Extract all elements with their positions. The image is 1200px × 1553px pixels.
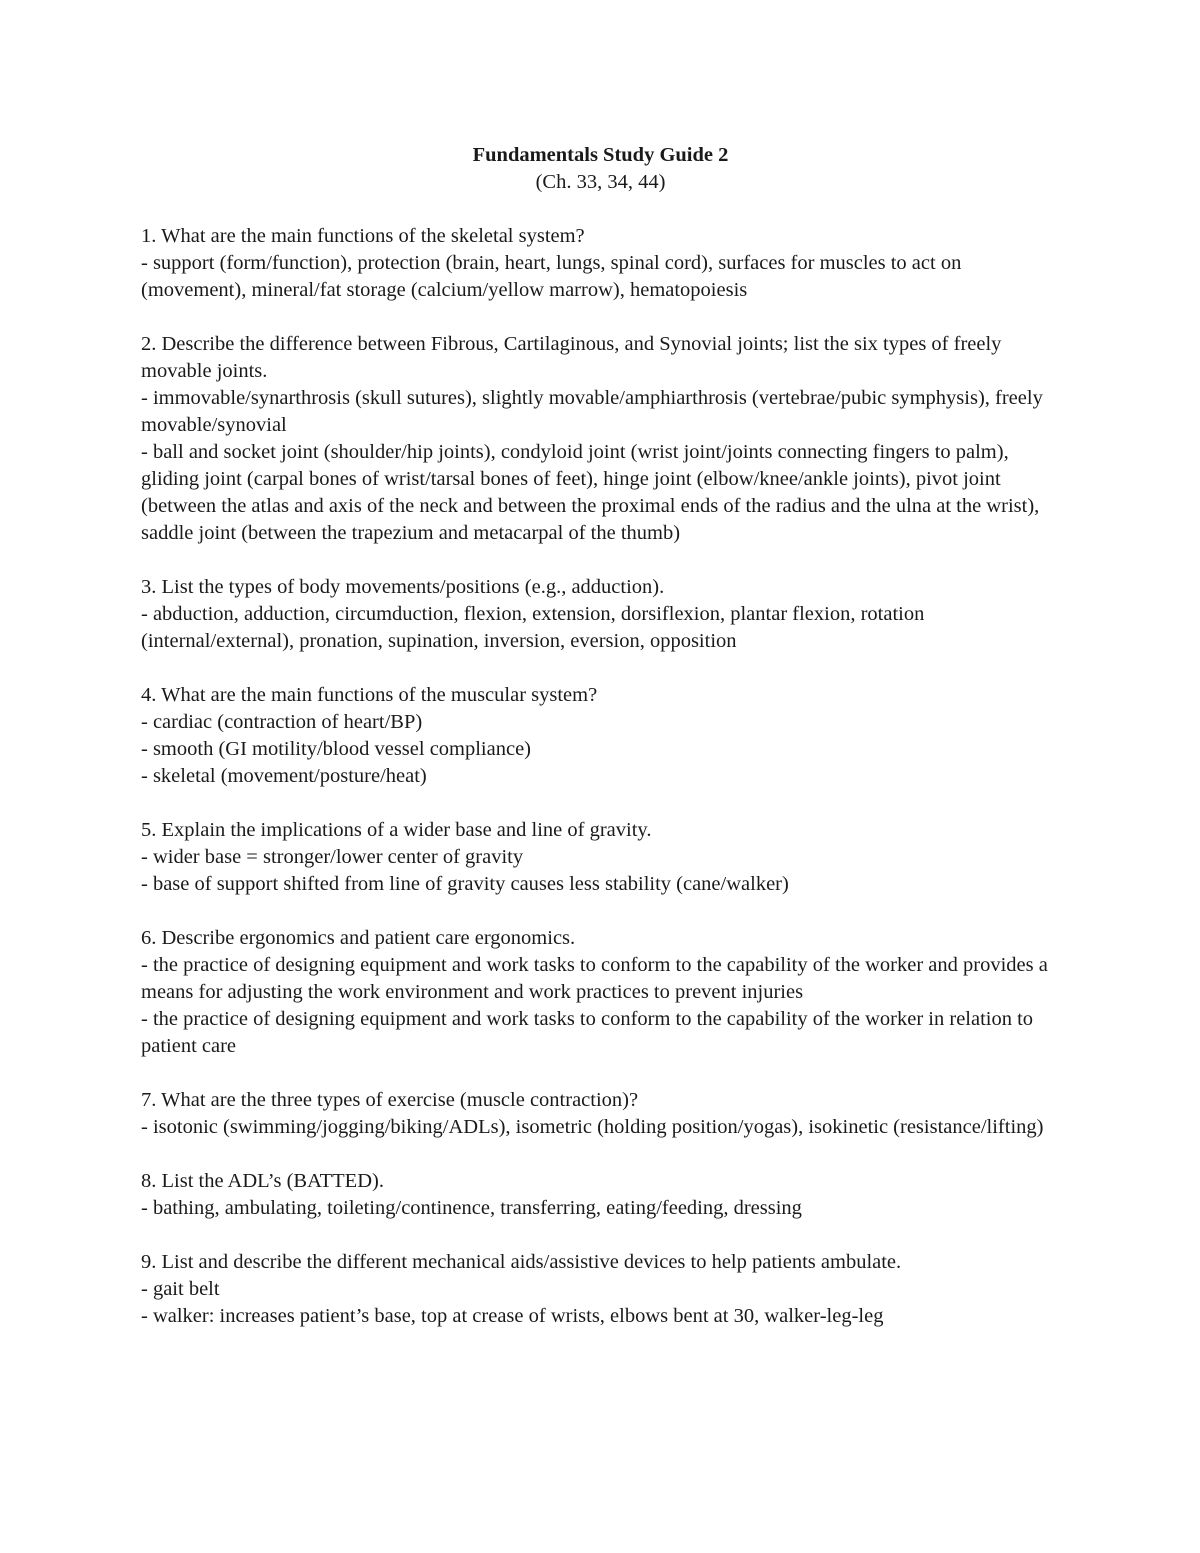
- study-item-6: [141, 925, 1060, 1060]
- study-item-3: [141, 574, 1060, 655]
- study-item-9: [141, 1249, 1060, 1330]
- study-item-7: [141, 1087, 1060, 1141]
- study-item-4: [141, 682, 1060, 790]
- answer-text: - immovable/synarthrosis (skull sutures), slightly movable/amphiarthrosis (vertebrae/pubic symphysis), freely movable/synovial: [141, 387, 1043, 436]
- answer-text: - smooth (GI motility/blood vessel compliance): [141, 738, 532, 760]
- question-text: 6. Describe ergonomics and patient care ergonomics.: [141, 927, 576, 949]
- answer-text: - bathing, ambulating, toileting/continence, transferring, eating/feeding, dressing: [141, 1197, 802, 1219]
- answer-text: - the practice of designing equipment and work tasks to conform to the capability of the worker and provides a means for adjusting the work environment and work practices to prevent injuries: [141, 954, 1048, 1003]
- question-text: 5. Explain the implications of a wider base and line of gravity.: [141, 819, 652, 841]
- document-title: Fundamentals Study Guide 2: [472, 144, 729, 166]
- document-subtitle: (Ch. 33, 34, 44): [535, 171, 666, 193]
- answer-text: - the practice of designing equipment and work tasks to conform to the capability of the worker in relation to patient care: [141, 1008, 1034, 1057]
- question-text: 4. What are the main functions of the muscular system?: [141, 684, 598, 706]
- answer-text: - gait belt: [141, 1278, 220, 1300]
- study-item-1: [141, 223, 1060, 304]
- study-item-5: [141, 817, 1060, 898]
- question-text: 8. List the ADL’s (BATTED).: [141, 1170, 384, 1192]
- question-text: 3. List the types of body movements/positions (e.g., adduction).: [141, 576, 665, 598]
- answer-text: - cardiac (contraction of heart/BP): [141, 711, 423, 733]
- answer-text: - base of support shifted from line of gravity causes less stability (cane/walker): [141, 873, 789, 895]
- study-item-2: [141, 331, 1060, 547]
- answer-text: - skeletal (movement/posture/heat): [141, 765, 427, 787]
- answer-text: - isotonic (swimming/jogging/biking/ADLs), isometric (holding position/yogas), isokinetic (resistance/lifting): [141, 1116, 1044, 1138]
- answer-text: - support (form/function), protection (brain, heart, lungs, spinal cord), surfaces for muscles to act on (movement), mineral/fat storage (calcium/yellow marrow), hematopoiesis: [141, 252, 962, 301]
- answer-text: - wider base = stronger/lower center of gravity: [141, 846, 524, 868]
- answer-text: - abduction, adduction, circumduction, flexion, extension, dorsiflexion, plantar flexion, rotation (internal/external), pronation, supination, inversion, eversion, opposition: [141, 603, 925, 652]
- question-text: 2. Describe the difference between Fibrous, Cartilaginous, and Synovial joints; list the six types of freely movable joints.: [141, 333, 1002, 382]
- question-text: 7. What are the three types of exercise (muscle contraction)?: [141, 1089, 639, 1111]
- answer-text: - walker: increases patient’s base, top at crease of wrists, elbows bent at 30, walker-leg-leg: [141, 1305, 884, 1327]
- question-text: 1. What are the main functions of the skeletal system?: [141, 225, 585, 247]
- answer-text: - ball and socket joint (shoulder/hip joints), condyloid joint (wrist joint/joints connecting fingers to palm), gliding joint (carpal bones of wrist/tarsal bones of feet), hinge joint (elbow/knee/ankle joints), pivot joint (between the atlas and axis of the neck and between the proximal ends of the radius and the ulna at the wrist), saddle joint (between the trapezium and metacarpal of the thumb): [141, 441, 1040, 544]
- study-item-8: [141, 1168, 1060, 1222]
- question-text: 9. List and describe the different mechanical aids/assistive devices to help patients ambulate.: [141, 1251, 902, 1273]
